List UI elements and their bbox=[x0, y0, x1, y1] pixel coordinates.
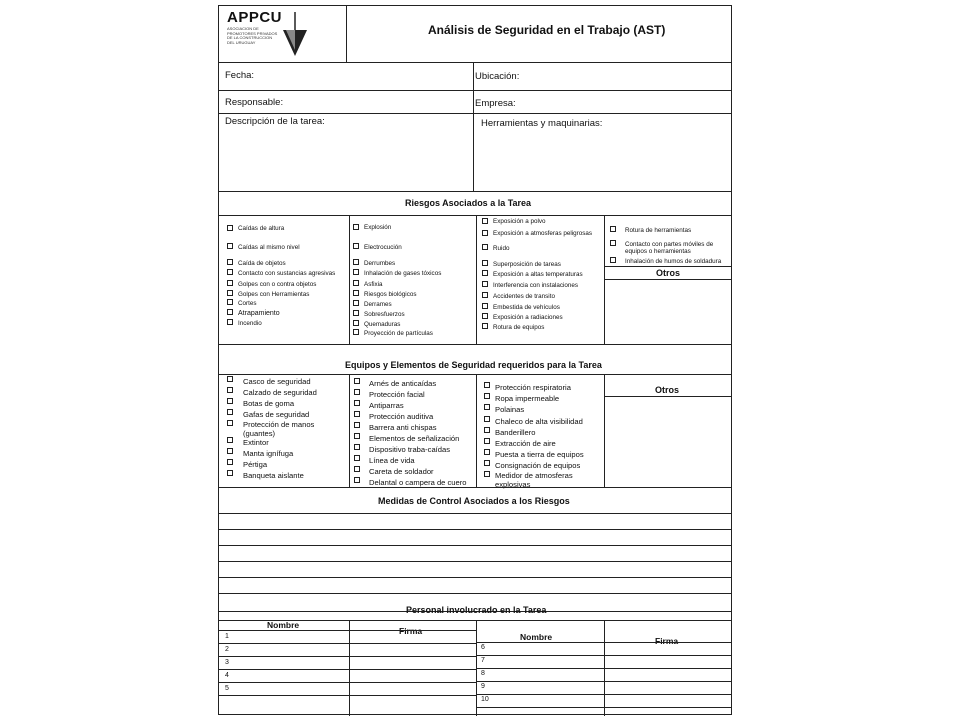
equipo-gafas: Gafas de seguridad bbox=[243, 410, 310, 419]
riesgo-incendio: Incendio bbox=[238, 320, 262, 327]
checkbox[interactable] bbox=[353, 320, 359, 326]
medidas-line bbox=[219, 577, 731, 578]
equipo-proteccion-auditiva: Protección auditiva bbox=[369, 412, 434, 421]
checkbox[interactable] bbox=[484, 449, 490, 455]
medidas-line bbox=[219, 545, 731, 546]
row-line bbox=[219, 669, 476, 670]
row-number: 2 bbox=[225, 646, 229, 653]
checkbox[interactable] bbox=[354, 378, 360, 384]
equipo-proteccion-manos: Protección de manos bbox=[243, 420, 315, 429]
ubicacion-label: Ubicación: bbox=[475, 71, 520, 82]
riesgo-polvo: Exposición a polvo bbox=[493, 218, 546, 225]
col-divider bbox=[349, 620, 350, 716]
checkbox[interactable] bbox=[482, 292, 488, 298]
checkbox[interactable] bbox=[227, 319, 233, 325]
riesgo-explosion: Explosión bbox=[364, 224, 392, 231]
row-divider bbox=[219, 90, 731, 91]
row-line bbox=[219, 630, 476, 631]
field-divider bbox=[473, 62, 474, 191]
riesgo-partes-moviles-cont: equipos o herramientas bbox=[625, 248, 691, 255]
row-number: 8 bbox=[481, 670, 485, 677]
checkbox[interactable] bbox=[227, 437, 233, 443]
row-line bbox=[476, 694, 731, 695]
riesgo-biologicos: Riesgos biológicos bbox=[364, 291, 417, 298]
row-line bbox=[219, 695, 476, 696]
equipo-chaleco: Chaleco de alta visibilidad bbox=[495, 417, 583, 426]
descripcion-label: Descripción de la tarea: bbox=[225, 116, 325, 127]
riesgo-sobresfuerzos: Sobresfuerzos bbox=[364, 311, 405, 318]
equipo-extraccion-aire: Extracción de aire bbox=[495, 439, 556, 448]
equipo-pertiga: Pértiga bbox=[243, 460, 268, 469]
checkbox[interactable] bbox=[227, 398, 233, 404]
row-divider bbox=[219, 344, 731, 345]
equipo-barrera: Barrera anti chispas bbox=[369, 423, 437, 432]
row-number: 9 bbox=[481, 683, 485, 690]
riesgos-title: Riesgos Asociados a la Tarea bbox=[405, 198, 532, 208]
riesgos-otros-label: Otros bbox=[656, 268, 681, 278]
col-divider bbox=[604, 374, 605, 487]
equipo-guantes: (guantes) bbox=[243, 429, 276, 438]
row-line bbox=[476, 707, 731, 708]
riesgo-superposicion: Superposición de tareas bbox=[493, 261, 561, 268]
checkbox[interactable] bbox=[354, 389, 360, 395]
riesgo-caidas-altura: Caídas de altura bbox=[238, 225, 285, 232]
row-divider bbox=[219, 191, 731, 192]
col-divider bbox=[476, 215, 477, 344]
medidas-line bbox=[219, 513, 731, 514]
checkbox[interactable] bbox=[353, 310, 359, 316]
checkbox[interactable] bbox=[227, 269, 233, 275]
row-line bbox=[476, 668, 731, 669]
checkbox[interactable] bbox=[482, 323, 488, 329]
checkbox[interactable] bbox=[484, 416, 490, 422]
row-divider bbox=[219, 374, 731, 375]
checkbox[interactable] bbox=[482, 270, 488, 276]
equipo-medidor: Medidor de atmosferas bbox=[495, 471, 573, 480]
riesgo-partes-moviles: Contacto con partes móviles de bbox=[625, 241, 714, 248]
equipo-proteccion-facial: Protección facial bbox=[369, 390, 425, 399]
riesgo-asfixia: Asfixia bbox=[364, 281, 383, 288]
checkbox[interactable] bbox=[482, 303, 488, 309]
checkbox[interactable] bbox=[610, 257, 616, 263]
row-divider bbox=[219, 113, 731, 114]
checkbox[interactable] bbox=[354, 433, 360, 439]
checkbox[interactable] bbox=[353, 259, 359, 265]
checkbox[interactable] bbox=[227, 259, 233, 265]
checkbox[interactable] bbox=[482, 260, 488, 266]
checkbox[interactable] bbox=[227, 225, 233, 231]
row-line bbox=[476, 681, 731, 682]
checkbox[interactable] bbox=[227, 387, 233, 393]
checkbox[interactable] bbox=[227, 470, 233, 476]
checkbox[interactable] bbox=[353, 280, 359, 286]
equipo-banqueta: Banqueta aislante bbox=[243, 471, 304, 480]
ast-form bbox=[218, 5, 732, 715]
checkbox[interactable] bbox=[353, 224, 359, 230]
firma-header: Firma bbox=[655, 636, 679, 646]
equipo-manta: Manta ignífuga bbox=[243, 449, 294, 458]
equipo-medidor-cont: explosivas bbox=[495, 480, 531, 489]
riesgo-gases: Inhalación de gases tóxicos bbox=[364, 270, 442, 277]
header-divider bbox=[346, 6, 347, 62]
logo-line: DEL URUGUAY bbox=[227, 39, 256, 45]
equipo-proteccion-respiratoria: Protección respiratoria bbox=[495, 383, 571, 392]
checkbox[interactable] bbox=[354, 422, 360, 428]
equipo-polainas: Polainas bbox=[495, 405, 525, 414]
equipo-antiparras: Antiparras bbox=[369, 401, 404, 410]
logo-pencil-icon bbox=[282, 12, 308, 56]
checkbox[interactable] bbox=[227, 290, 233, 296]
riesgo-atrapamiento: Atrapamiento bbox=[238, 310, 280, 317]
riesgo-humos-soldadura: Inhalación de humos de soldadura bbox=[625, 258, 722, 265]
riesgo-electrocucion: Electrocución bbox=[364, 244, 402, 251]
riesgo-particulas: Proyección de partículas bbox=[364, 330, 433, 337]
row-divider bbox=[219, 215, 731, 216]
row-number: 7 bbox=[481, 657, 485, 664]
riesgo-cortes: Cortes bbox=[238, 300, 257, 307]
empresa-label: Empresa: bbox=[475, 98, 516, 109]
checkbox[interactable] bbox=[354, 411, 360, 417]
riesgo-rotura-herramientas: Rotura de herramientas bbox=[625, 227, 692, 234]
col-divider bbox=[349, 215, 350, 344]
firma-header: Firma bbox=[399, 626, 423, 636]
riesgo-vehiculos: Embestida de vehículos bbox=[493, 304, 560, 311]
row-number: 10 bbox=[481, 696, 489, 703]
otros-divider bbox=[604, 266, 731, 267]
row-number: 4 bbox=[225, 672, 229, 679]
checkbox[interactable] bbox=[227, 409, 233, 415]
riesgo-atmosferas: Exposición a atmosferas peligrosas bbox=[493, 230, 593, 237]
checkbox[interactable] bbox=[482, 230, 488, 236]
riesgo-derrumbes: Derrumbes bbox=[364, 260, 396, 267]
equipo-traba-caidas: Dispositivo traba-caídas bbox=[369, 445, 451, 454]
checkbox[interactable] bbox=[354, 477, 360, 483]
logo-line: PROMOTORES PRIVADOS bbox=[227, 30, 278, 36]
equipo-consignacion: Consignación de equipos bbox=[495, 461, 581, 470]
riesgo-ruido: Ruido bbox=[493, 245, 510, 252]
equipo-botas: Botas de goma bbox=[243, 399, 295, 408]
checkbox[interactable] bbox=[227, 309, 233, 315]
checkbox[interactable] bbox=[353, 300, 359, 306]
row-number: 1 bbox=[225, 633, 229, 640]
row-line bbox=[219, 656, 476, 657]
herramientas-label: Herramientas y maquinarias: bbox=[481, 118, 603, 129]
medidas-line bbox=[219, 593, 731, 594]
riesgo-derrames: Derrames bbox=[364, 301, 392, 308]
riesgo-temperaturas: Exposición a altas temperaturas bbox=[493, 271, 583, 278]
checkbox[interactable] bbox=[227, 280, 233, 286]
equipo-arnes: Arnés de anticaídas bbox=[369, 379, 437, 388]
checkbox[interactable] bbox=[227, 420, 233, 426]
personal-title: Personal involucrado en la Tarea bbox=[406, 605, 547, 615]
riesgo-caida-objetos: Caída de objetos bbox=[238, 260, 286, 267]
checkbox[interactable] bbox=[484, 427, 490, 433]
checkbox[interactable] bbox=[484, 460, 490, 466]
otros-divider bbox=[604, 396, 731, 397]
row-line bbox=[476, 642, 731, 643]
equipo-senalizacion: Elementos de señalización bbox=[369, 434, 460, 443]
checkbox[interactable] bbox=[484, 438, 490, 444]
col-divider bbox=[349, 374, 350, 487]
logo-text: APPCU bbox=[227, 9, 283, 26]
checkbox[interactable] bbox=[353, 329, 359, 335]
equipo-careta: Careta de soldador bbox=[369, 467, 434, 476]
logo-line: ASOCIACION DE bbox=[227, 26, 259, 31]
riesgo-golpes-herramientas: Golpes con Herramientas bbox=[238, 291, 310, 298]
riesgo-quemaduras: Quemaduras bbox=[364, 321, 401, 328]
checkbox[interactable] bbox=[227, 243, 233, 249]
equipo-ropa-impermeable: Ropa impermeable bbox=[495, 394, 560, 403]
checkbox[interactable] bbox=[482, 281, 488, 287]
row-line bbox=[219, 643, 476, 644]
riesgo-caidas-nivel: Caídas al mismo nivel bbox=[238, 244, 300, 251]
checkbox[interactable] bbox=[354, 400, 360, 406]
checkbox[interactable] bbox=[227, 459, 233, 465]
riesgo-transito: Accidentes de transito bbox=[493, 293, 555, 300]
checkbox[interactable] bbox=[610, 240, 616, 246]
nombre-header: Nombre bbox=[520, 632, 553, 642]
row-line bbox=[476, 655, 731, 656]
equipo-delantal: Delantal o campera de cuero bbox=[369, 478, 467, 487]
checkbox[interactable] bbox=[484, 471, 490, 477]
checkbox[interactable] bbox=[484, 404, 490, 410]
riesgo-instalaciones: Interferencia con instalaciones bbox=[493, 282, 579, 289]
otros-divider bbox=[604, 279, 731, 280]
checkbox[interactable] bbox=[227, 299, 233, 305]
row-line bbox=[219, 682, 476, 683]
checkbox[interactable] bbox=[484, 393, 490, 399]
medidas-line bbox=[219, 561, 731, 562]
checkbox[interactable] bbox=[482, 244, 488, 250]
riesgo-rotura-equipos: Rotura de equipos bbox=[493, 324, 545, 331]
riesgo-golpes-objetos: Golpes con o contra objetos bbox=[238, 281, 317, 288]
equipo-casco: Casco de seguridad bbox=[243, 377, 311, 386]
checkbox[interactable] bbox=[354, 455, 360, 461]
checkbox[interactable] bbox=[354, 444, 360, 450]
row-number: 6 bbox=[481, 644, 485, 651]
logo-line: DE LA CONSTRUCCION bbox=[227, 35, 273, 41]
row-number: 5 bbox=[225, 685, 229, 692]
checkbox[interactable] bbox=[354, 466, 360, 472]
row-number: 3 bbox=[225, 659, 229, 666]
row-divider bbox=[219, 62, 731, 63]
equipo-extintor: Extintor bbox=[243, 438, 269, 447]
responsable-label: Responsable: bbox=[225, 97, 284, 108]
equipo-linea-vida: Línea de vida bbox=[369, 456, 415, 465]
checkbox[interactable] bbox=[353, 269, 359, 275]
equipo-banderillero: Banderillero bbox=[495, 428, 536, 437]
checkbox[interactable] bbox=[353, 243, 359, 249]
medidas-line bbox=[219, 529, 731, 530]
checkbox[interactable] bbox=[227, 448, 233, 454]
checkbox[interactable] bbox=[353, 290, 359, 296]
nombre-header: Nombre bbox=[267, 620, 300, 630]
equipo-puesta-tierra: Puesta a tierra de equipos bbox=[495, 450, 584, 459]
col-divider bbox=[476, 374, 477, 487]
row-divider bbox=[219, 487, 731, 488]
riesgo-radiaciones: Exposición a radiaciones bbox=[493, 314, 563, 321]
checkbox[interactable] bbox=[482, 218, 488, 224]
form-title: Análisis de Seguridad en el Trabajo (AST) bbox=[428, 23, 666, 37]
checkbox[interactable] bbox=[227, 376, 233, 382]
checkbox[interactable] bbox=[610, 226, 616, 232]
equipos-otros-label: Otros bbox=[655, 385, 680, 395]
fecha-label: Fecha: bbox=[225, 70, 255, 81]
medidas-title: Medidas de Control Asociados a los Riesgos bbox=[378, 496, 570, 506]
checkbox[interactable] bbox=[484, 382, 490, 388]
equipos-title: Equipos y Elementos de Seguridad requeridos para la Tarea bbox=[345, 360, 602, 370]
equipo-calzado: Calzado de seguridad bbox=[243, 388, 317, 397]
checkbox[interactable] bbox=[482, 313, 488, 319]
riesgo-sustancias: Contacto con sustancias agresivas bbox=[238, 270, 336, 277]
